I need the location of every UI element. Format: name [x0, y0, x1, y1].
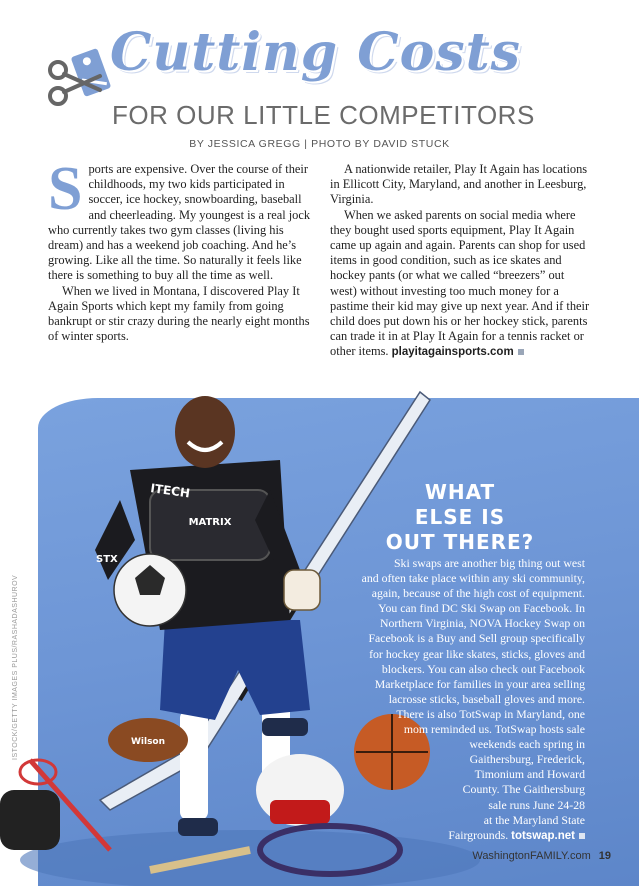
sidebar-title: WHAT ELSE IS OUT THERE? — [385, 480, 535, 554]
sidebar-line: blockers. You can also check out Facebook — [381, 661, 585, 676]
sidebar-line: Ski swaps are another big thing out west — [393, 556, 585, 570]
sidebar-line: Gaithersburg, Frederick, — [469, 752, 585, 767]
page-footer — [472, 850, 611, 862]
shoulder-pad-label: MATRIX — [188, 517, 232, 528]
article-link[interactable]: playitagainsports.com — [391, 346, 514, 359]
page-number: 19 — [598, 850, 611, 862]
sidebar-line: mom reminded us. TotSwap hosts sale — [403, 722, 585, 737]
sidebar-line: weekends each spring in — [469, 737, 585, 752]
sidebar-line: County. The Gaithersburg — [462, 782, 585, 797]
sidebar-text — [285, 556, 585, 844]
drop-cap: S — [48, 155, 83, 223]
byline: BY JESSICA GREGG | PHOTO BY DAVID STUCK — [189, 138, 450, 150]
article-column-right — [330, 162, 592, 361]
article-column-left — [48, 155, 320, 344]
end-mark-icon — [518, 349, 524, 355]
sidebar-line: Facebook is a Buy and Sell group specifically — [368, 631, 585, 646]
glove-label: STX — [96, 554, 118, 565]
sidebar-line: at the Maryland State — [483, 812, 585, 827]
sidebar-line: sale runs June 24-28 — [488, 797, 585, 812]
page-subtitle: FOR OUR LITTLE COMPETITORS — [112, 100, 535, 130]
sidebar-line: again, because of the high cost of equipment. — [371, 586, 585, 601]
sidebar-line: lacrosse sticks, baseball gloves and more. — [388, 691, 585, 706]
sidebar-line: Timonium and Howard — [474, 767, 585, 782]
photo-credit: ISTOCK/GETTY IMAGES PLUS/RASHADASHUROV — [12, 574, 19, 760]
sidebar-line: There is also TotSwap in Maryland, one — [396, 706, 585, 721]
article-paragraph: When we asked parents on social media where they bought used sports equipment, Play It Again came up again and again. Parents can shop for used items in good condition, such as ice skates and hockey pants (or what we called “breezers” out west) without investing too much money for a pastime their kid may give up next year. And if their child does put down his or her hockey stick, parents can trade it in at Play It Again for a tennis racket or other items. playitagainsports.com — [330, 207, 590, 359]
sidebar-line: Northern Virginia, NOVA Hockey Swap on — [379, 616, 585, 631]
article-paragraph: When we lived in Montana, I discovered Play It Again Sports which kept my family from going bankrupt or stir crazy during the nearly eight months of winter sports. — [48, 283, 310, 344]
sidebar-line: You can find DC Ski Swap on Facebook. In — [378, 601, 585, 616]
publication-name: WashingtonFAMILY.com — [472, 850, 591, 862]
sidebar-line: and often take place within any ski community, — [361, 571, 585, 586]
football-label: Wilson — [130, 737, 166, 747]
article-paragraph: A nationwide retailer, Play It Again has locations in Ellicott City, Maryland, and another in Leesburg, Virginia. — [330, 162, 588, 207]
sidebar-link[interactable]: totswap.net — [511, 829, 575, 842]
sidebar-line: for hockey gear like skates, sticks, gloves and — [369, 646, 585, 661]
jersey-label: ITECH — [149, 481, 191, 501]
page-title: Cutting Costs — [110, 22, 521, 83]
sidebar-line: Marketplace for families in your area selling — [374, 676, 585, 691]
end-mark-icon — [579, 833, 585, 839]
sidebar-line-last: Fairgrounds. totswap.net — [285, 828, 585, 844]
article-paragraph: Sports are expensive. Over the course of their childhoods, my two kids participated in soccer, ice hockey, snowboarding, baseball and cheerleading. My youngest is a real jock who currently takes two gym classes (living his dream) and has a weekend job coaching. And he’s growing. Like all the time. So naturally it feels like there is something to buy all the time as well. — [48, 155, 311, 283]
